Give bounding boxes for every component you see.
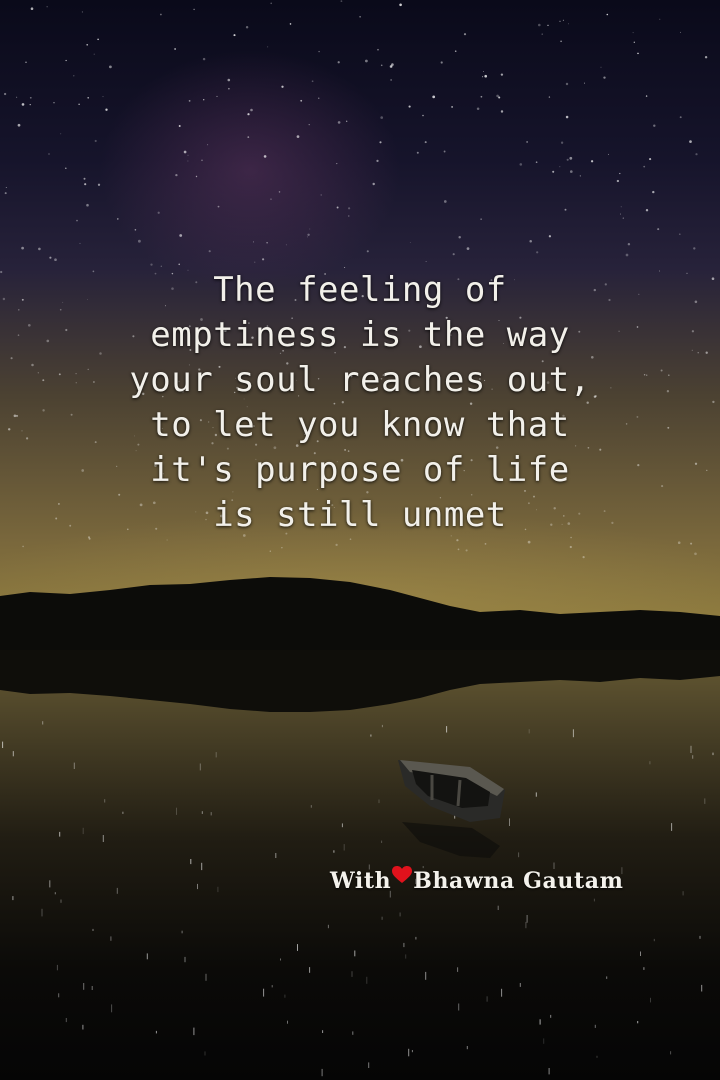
quote-line: emptiness is the way (150, 315, 570, 355)
nebula-glow (100, 50, 400, 290)
quote-line: it's purpose of life (150, 450, 570, 490)
heart-icon (392, 866, 412, 884)
quote-line: is still unmet (213, 495, 507, 535)
signature (330, 866, 623, 894)
quote-text (40, 268, 680, 538)
quote-line: The feeling of (213, 270, 507, 310)
signature-name: Bhawna Gautam (413, 868, 624, 894)
quote-line: to let you know that (150, 405, 570, 445)
quote-line: your soul reaches out, (129, 360, 591, 400)
signature-prefix: With (330, 868, 392, 894)
